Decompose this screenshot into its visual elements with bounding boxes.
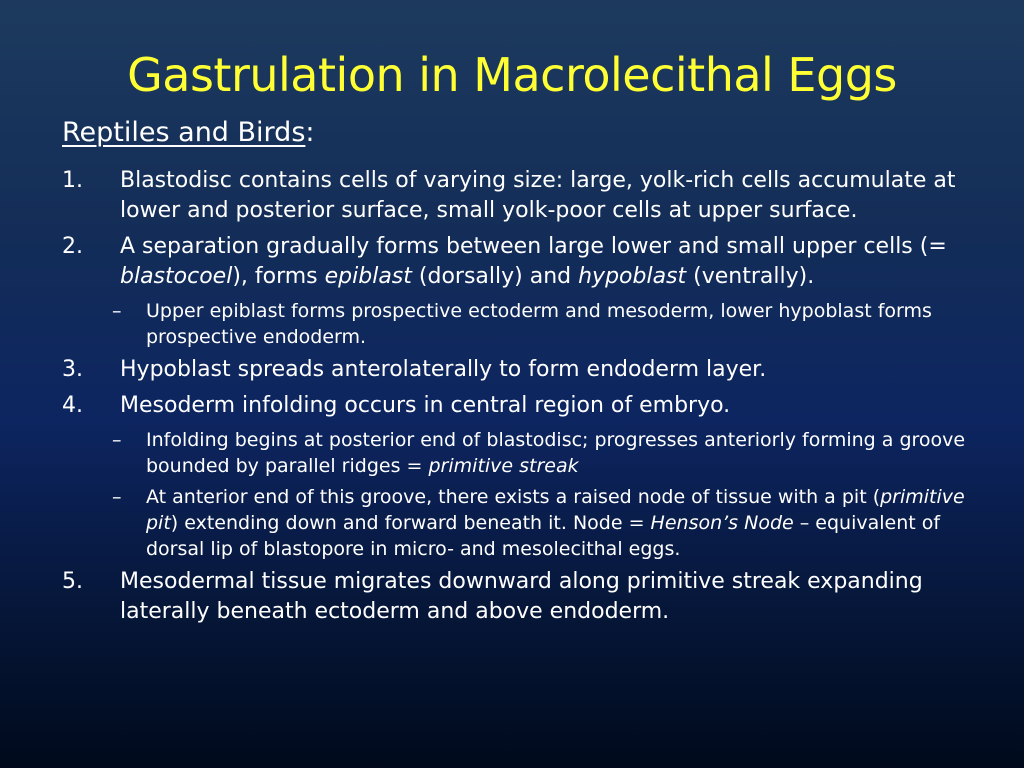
sub-bullet-3 (112, 484, 982, 562)
list-number: 1. (62, 168, 83, 193)
term-primitive-pit: primitive pit (146, 486, 965, 534)
list-text: Blastodisc contains cells of varying size: large, yolk-rich cells accumulate at lower and posterior surface, small yolk-poor cells at upper surface. (120, 168, 956, 223)
list-item-2 (62, 232, 982, 292)
dash-marker: – (112, 429, 122, 451)
list-number: 5. (62, 569, 83, 594)
slide-subtitle (62, 113, 315, 153)
list-item-4 (62, 391, 982, 421)
slide-title: Gastrulation in Macrolecithal Eggs (127, 48, 897, 102)
term-epiblast: epiblast (324, 264, 412, 289)
term-hypoblast: hypoblast (578, 264, 687, 289)
sub-bullet-text: Infolding begins at posterior end of blastodisc; progresses anteriorly forming a groove bounded by parallel ridges = primitive streak (146, 429, 966, 477)
dash-marker: – (112, 300, 122, 322)
list-text: Hypoblast spreads anterolaterally to form endoderm layer. (120, 357, 767, 382)
sub-bullet-text: Upper epiblast forms prospective ectoderm and mesoderm, lower hypoblast forms prospective endoderm. (146, 300, 932, 348)
list-item-5 (62, 567, 982, 627)
subtitle-colon: : (305, 117, 315, 148)
sub-bullet-text: At anterior end of this groove, there exists a raised node of tissue with a pit (primitive pit) extending down and forward beneath it. Node = Henson’s Node – equivalent of dorsal lip of blastopore in micro- and mesolecithal eggs. (146, 486, 965, 560)
list-text: Mesoderm infolding occurs in central region of embryo. (120, 393, 731, 418)
sub-bullet-1 (112, 298, 982, 350)
list-number: 4. (62, 393, 83, 418)
dash-marker: – (112, 486, 122, 508)
list-number: 3. (62, 357, 83, 382)
subtitle-text: Reptiles and Birds (62, 117, 306, 148)
content-list (62, 166, 982, 633)
term-blastocoel: blastocoel (120, 264, 233, 289)
list-number: 2. (62, 234, 83, 259)
list-text: Mesodermal tissue migrates downward along primitive streak expanding laterally beneath ectoderm and above endoderm. (120, 569, 923, 624)
list-item-3 (62, 355, 982, 385)
list-text: A separation gradually forms between large lower and small upper cells (= blastocoel), forms epiblast (dorsally) and hypoblast (ventrally). (120, 234, 947, 289)
term-primitive-streak: primitive streak (428, 455, 579, 477)
term-hensons-node: Henson’s Node (650, 512, 794, 534)
sub-bullet-2 (112, 427, 982, 479)
list-item-1 (62, 166, 982, 226)
